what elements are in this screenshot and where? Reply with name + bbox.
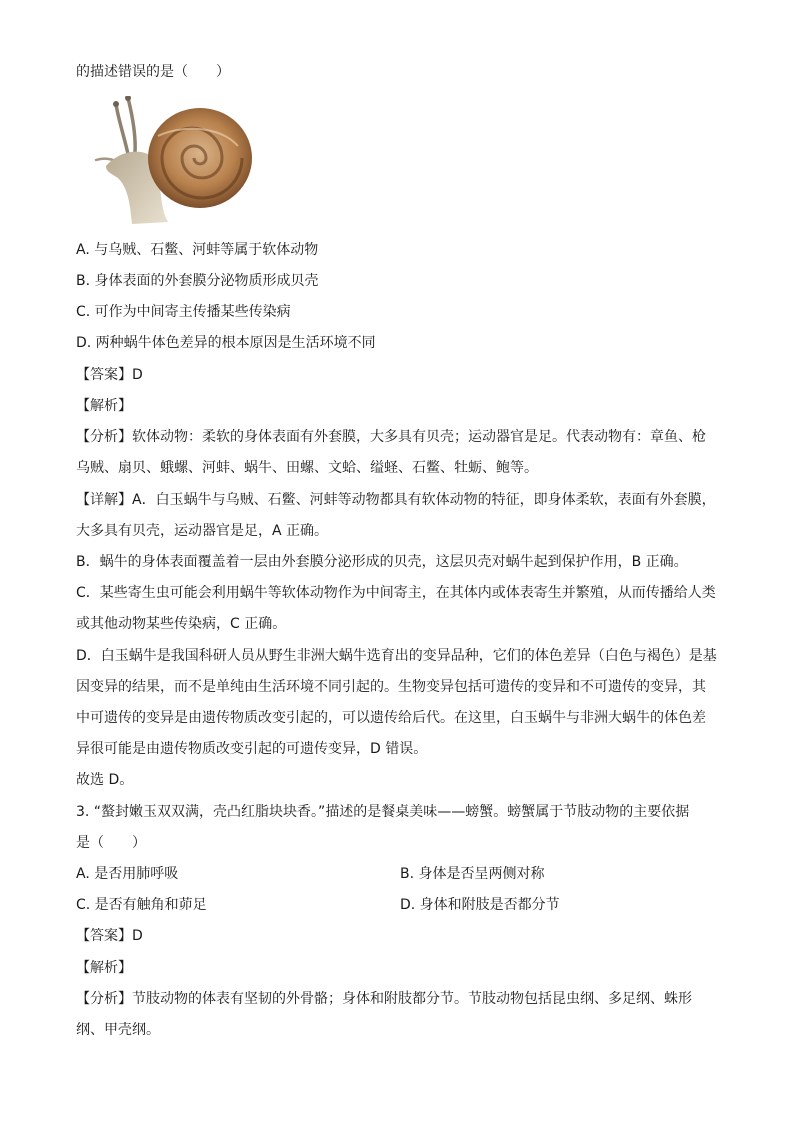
q3-option-a: A. 是否用肺呼吸 xyxy=(76,866,179,882)
q2-analysis-title: 【解析】 xyxy=(76,398,132,414)
q2-analysis-line: C．某些寄生虫可能会利用蜗牛等软体动物作为中间寄主，在其体内或体表寄生并繁殖，从而传播给人类 xyxy=(76,585,716,601)
q2-option-b: B. 身体表面的外套膜分泌物质形成贝壳 xyxy=(76,273,319,289)
q3-analysis-line: 【分析】节肢动物的体表有坚韧的外骨骼；身体和附肢都分节。节肢动物包括昆虫纲、多足纲、蛛形 xyxy=(76,991,692,1007)
q3-analysis-line: 纲、甲壳纲。 xyxy=(76,1022,160,1038)
q3-option-d: D. 身体和附肢是否都分节 xyxy=(400,897,560,913)
question-3-stem: 3. “螯封嫩玉双双满，壳凸红脂块块香。”描述的是餐桌美味——螃蟹。螃蟹属于节肢动物的主要依据 xyxy=(76,804,690,820)
q2-option-c: C. 可作为中间寄主传播某些传染病 xyxy=(76,304,291,320)
q2-analysis-line: 异很可能是由遗传物质改变引起的可遗传变异，D 错误。 xyxy=(76,741,428,757)
q3-option-c: C. 是否有触角和茆足 xyxy=(76,897,207,913)
q2-analysis-line: 大多具有贝壳，运动器官是足，A 正确。 xyxy=(76,523,329,539)
q2-analysis-line: B．蜗牛的身体表面覆盖着一层由外套膜分泌形成的贝壳，这层贝壳对蜗牛起到保护作用，B 正确。 xyxy=(76,554,688,570)
q2-option-d: D. 两种蜗牛体色差异的根本原因是生活环境不同 xyxy=(76,335,376,351)
question-2-stem: 的描述错误的是（ ） xyxy=(76,64,230,80)
snail-illustration xyxy=(88,96,258,226)
q2-analysis-line: 中可遗传的变异是由遗传物质改变引起的，可以遗传给后代。在这里，白玉蜗牛与非洲大蜗牛的体色差 xyxy=(76,710,706,726)
q2-analysis-line: 因变异的结果，而不是单纯由生活环境不同引起的。生物变异包括可遗传的变异和不可遗传的变异，其 xyxy=(76,679,706,695)
q2-analysis-line: 乌贼、扇贝、蛾螺、河蚌、蜗牛、田螺、文蛤、缢蛏、石鳖、牡蛎、鲍等。 xyxy=(76,460,538,476)
q3-option-b: B. 身体是否呈两侧对称 xyxy=(400,866,545,882)
q2-option-a: A. 与乌贼、石鳖、河蚌等属于软体动物 xyxy=(76,242,319,258)
q2-answer: 【答案】D xyxy=(76,367,143,383)
q2-analysis-line: 【分析】软体动物：柔软的身体表面有外套膜，大多具有贝壳；运动器官是足。代表动物有：章鱼、枪 xyxy=(76,429,706,445)
question-3-stem-cont: 是（ ） xyxy=(76,835,146,851)
q3-answer: 【答案】D xyxy=(76,928,143,944)
q2-conclusion: 故选 D。 xyxy=(76,772,134,788)
q2-analysis-line: D．白玉蜗牛是我国科研人员从野生非洲大蜗牛选育出的变异品种，它们的体色差异（白色与褐色）是基 xyxy=(76,648,717,664)
q3-analysis-title: 【解析】 xyxy=(76,960,132,976)
q2-analysis-line: 【详解】A．白玉蜗牛与乌贼、石鳖、河蚌等动物都具有软体动物的特征，即身体柔软，表面有外套膜， xyxy=(76,492,716,508)
q2-analysis-line: 或其他动物某些传染病，C 正确。 xyxy=(76,616,287,632)
